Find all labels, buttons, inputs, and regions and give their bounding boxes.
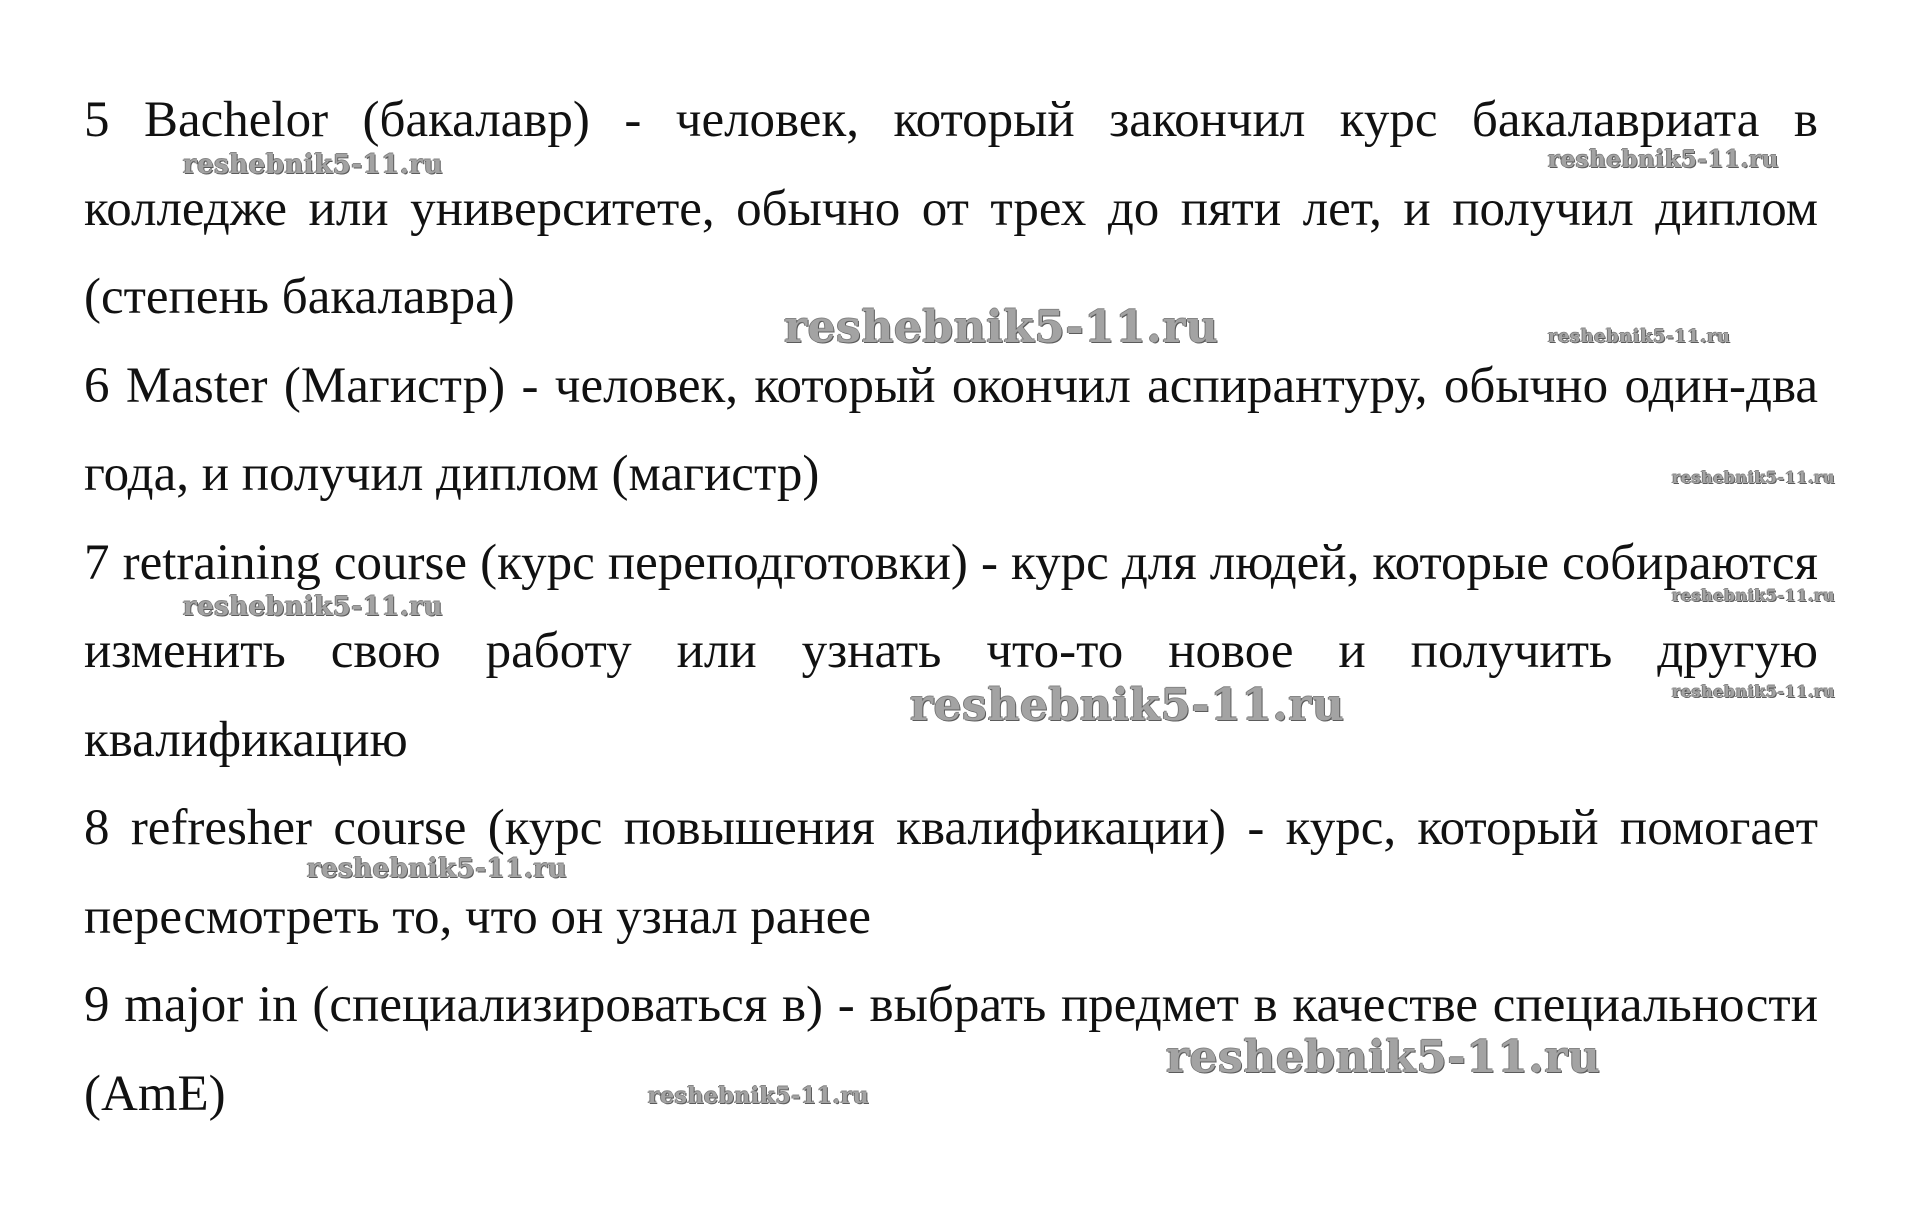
watermark: reshebnik5-11.ru <box>307 854 568 884</box>
entry-refresher-course: 8 refresher course (курс повышения квалификации) - курс, который помогает пересмотреть то, что он узнал ранее <box>84 800 1818 945</box>
watermark: reshebnik5-11.ru <box>1672 468 1836 487</box>
watermark: reshebnik5-11.ru <box>1548 326 1731 347</box>
watermark: reshebnik5-11.ru <box>648 1083 870 1109</box>
entry-major-in: 9 major in (специализироваться в) - выбрать предмет в качестве специальности (AmE) <box>84 977 1818 1122</box>
vocabulary-list <box>84 76 1818 1138</box>
watermark: reshebnik5-11.ru <box>1672 682 1836 701</box>
entry-retraining-course: 7 retraining course (курс переподготовки) - курс для людей, которые собираются изменить свою работу или узнать что-то новое и получить другую квалификацию <box>84 534 1818 768</box>
watermark: reshebnik5-11.ru <box>784 302 1219 353</box>
watermark: reshebnik5-11.ru <box>183 150 444 180</box>
watermark: reshebnik5-11.ru <box>183 592 444 622</box>
entry-master: 6 Master (Магистр) - человек, который окончил аспирантуру, обычно один-два года, и получил диплом (магистр) <box>84 357 1818 502</box>
entry-bachelor: 5 Bachelor (бакалавр) - человек, который закончил курс бакалавриата в колледже или университете, обычно от трех до пяти лет, и получил диплом (степень бакалавра) <box>84 92 1818 325</box>
watermark: reshebnik5-11.ru <box>1672 586 1836 605</box>
watermark: reshebnik5-11.ru <box>1166 1032 1601 1083</box>
watermark: reshebnik5-11.ru <box>1548 146 1779 173</box>
watermark: reshebnik5-11.ru <box>910 680 1345 731</box>
